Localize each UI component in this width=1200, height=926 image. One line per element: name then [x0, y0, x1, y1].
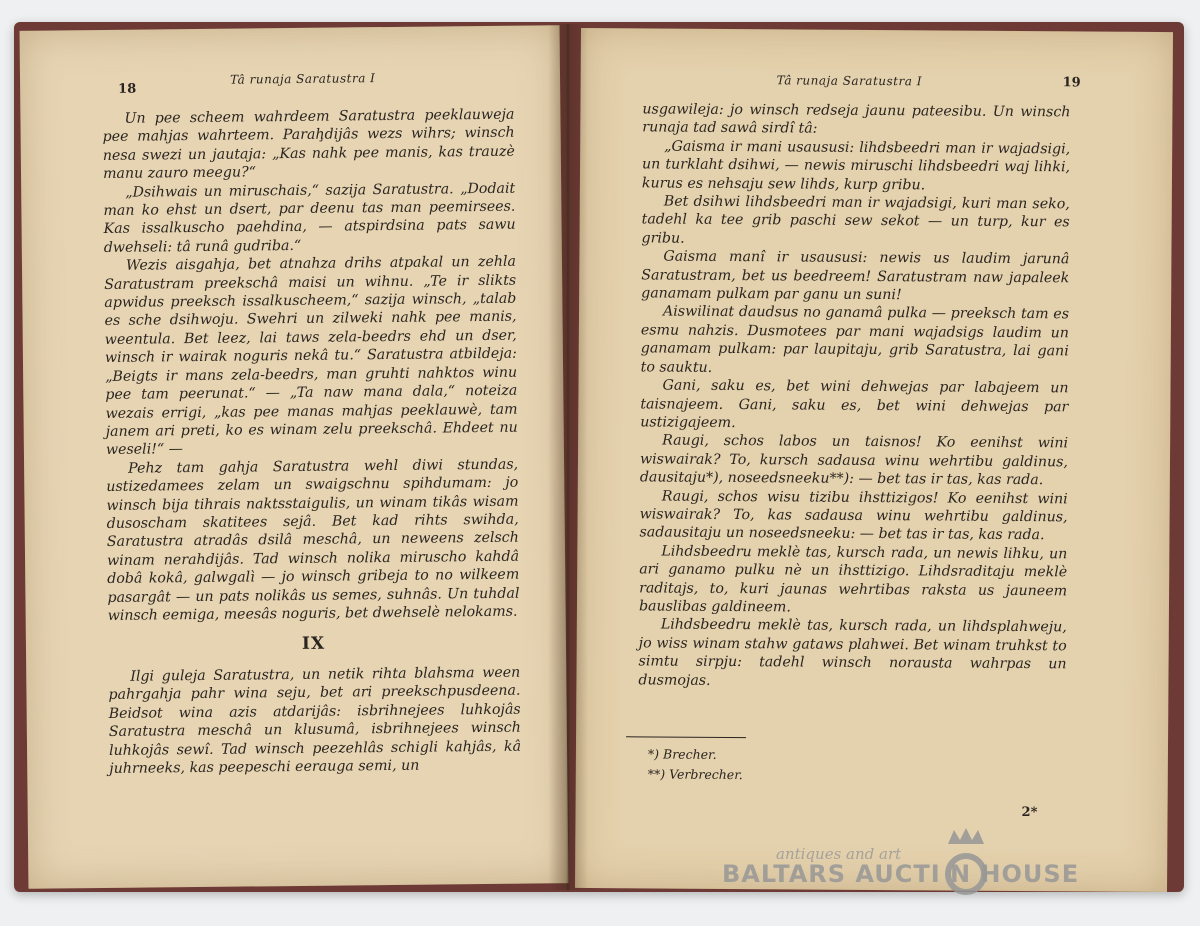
- footnote: *) Brecher.: [647, 746, 717, 762]
- footnotes: [648, 744, 743, 785]
- paragraph: Gaisma manî ir usaususi: newis us laudim jarunâ Saratustram, bet us beedreem! Saratustram naw japaleek ganamam pulkam par ganu un suni!: [641, 248, 1070, 304]
- section-heading: IX: [301, 633, 326, 654]
- paragraph: Raugi, schos labos un taisnos! Ko eenihst wini wiswairak? To, kursch sadausa winu wehrtibu galdinus, dausitaju*), noseedsneeku**): — bet tas ir tas, kas rada.: [639, 432, 1069, 489]
- right-body-text: [638, 100, 1070, 692]
- paragraph: Ilgi guleja Saratustra, un netik rihta blahsma ween pahrgahja pahr wina seju, bet ari preekschpusdeena. Beidsot wina azis atdarijâs: isbrihnejees luhkojâs Saratustra meschâ un klusumâ, isbrihnejees winsch luhkojâs sewî. Tad winsch peezehlâs schigli kahjâs, kâ juhrneeks, kas peepeschi eerauga semi, un: [108, 664, 522, 777]
- paragraph: Un pee scheem wahrdeem Saratustra peeklauweja pee mahjas wahrteem. Paraḩdijâs wezs wihrs; winsch nesa swezi un jautaja: „Kas nahk pee manis, kas trauzè manu zauro meegu?“: [102, 106, 515, 183]
- left-running-header: Tâ runaja Saratustra I: [229, 71, 376, 87]
- paragraph: usgawileja: jo winsch redseja jaunu pateesibu. Un winsch runaja tad sawâ sirdî tâ:: [642, 101, 1071, 138]
- left-page: [20, 25, 569, 889]
- paragraph: Bet dsihwi lihdsbeedri man ir wajadsigi, kuri man seko, tadehl ka tee grib paschi sew sekot — un turp, kur es gribu.: [641, 193, 1070, 247]
- right-page-number: 19: [1062, 75, 1081, 91]
- footnote: **) Verbrecher.: [647, 766, 743, 783]
- paragraph: Pehz tam gahja Saratustra wehl diwi stundas, ustizedamees zelam un swaigschnu spihdumam: jo winsch bija tihrais naktsstaigulis, un winam tikâs wisam dusoscham skatitees sejâ. Bet kad rihts swihda, Saratustra atradâs dsilâ meschâ, un neweens zelsch winam nerahdijâs. Tad winsch nolika miruscho kahdâ dobâ kokâ, galwgalì — jo winsch gribeja to no wilkeem pasargât — un pats nolikâs us semes, suhnâs. Un tuhdal winsch eemiga, meesâs noguris, bet dwehselè nelokams.: [106, 456, 520, 624]
- left-page-number: 18: [118, 81, 137, 97]
- left-body-text: [102, 106, 519, 626]
- book-gutter: [548, 24, 588, 890]
- paragraph: Gani, saku es, bet wini dehwejas par labajeem un taisnajeem. Gani, saku es, bet wini dehwejas par ustizigajeem.: [640, 377, 1069, 431]
- crown-logo-icon: [940, 826, 992, 898]
- watermark-brand: BALTARS AUCTI N HOUSE: [722, 860, 1080, 888]
- paragraph: Lihdsbeedru meklè tas, kursch rada, un newis lihku, un ari ganamo pulku nè un ihsttizigo. Lihdsraditaju meklè raditajs, to, kuri jaunas wehrtibas raksta us jauneem bauslibas galdineem.: [638, 543, 1068, 616]
- section-body-text: [108, 664, 521, 779]
- paragraph: „Gaisma ir mani usaususi: lihdsbeedri man ir wajadsigi, un turklaht dsihwi, — newis miruschi lihdsbeedri waj lihki, kurus es nehsaju sew lihds, kurp gribu.: [641, 138, 1071, 193]
- right-page: [575, 28, 1173, 892]
- paragraph: Aiswilinat daudsus no ganamâ pulka — preeksch tam es esmu nahzis. Dusmotees par mani wajadsigs laudim un ganamam pulkam: par laupitaju, grib Saratustra, lai gani to sauktu.: [640, 303, 1070, 376]
- paragraph: Wezis aisgahja, bet atnahza drihs atpakal un zehla Saratustram preekschâ maisi un wihnu. „Te ir slikts apwidus preeksch issalkuscheem,“ sazija winsch, „talab es sche dsihwoju. Swehri un zilweki nahk pee manis, weentula. Bet leez, lai taws zela-beedrs ehd un dser, winsch ir wairak noguris nekâ tu.“ Saratustra atbildeja: „Beigts ir mans zela-beedrs, man gruhti nahktos winu pee tam peerunat.“ — „Ta naw mana dala,“ noteiza wezais errigi, „kas pee manas mahjas peeklauwè, tam janem ari preti, ko es winam zelu preekschâ. Ehdeet nu weseli!“ —: [104, 253, 518, 459]
- paragraph: Raugi, schos wisu tizibu ihsttizigos! Ko eenihst wini wiswairak? To, kas sadausa winu wehrtibu galdinus, sadausitaju un noseedsneeku: — bet tas ir tas, kas rada.: [639, 488, 1068, 544]
- right-running-header: Tâ runaja Saratustra I: [776, 73, 923, 89]
- footnote-rule: [626, 736, 746, 738]
- watermark-tagline: antiques and art: [776, 845, 902, 863]
- paragraph: Lihdsbeedru meklè tas, kursch rada, un lihdsplahweju, jo wiss winam stahw gataws plahwei. Bet winam truhkst to simtu sirpju: tadehl winsch norausta wahrpas un dusmojas.: [638, 616, 1067, 689]
- paragraph: „Dsihwais un miruschais,“ sazija Saratustra. „Dodait man ko ehst un dsert, par deenu tas man peemirsees. Kas issalkuscho paehdina, — atspirdsina pats sawu dwehseli: tâ runâ gudriba.“: [103, 180, 516, 256]
- signature-mark: 2*: [1021, 805, 1038, 821]
